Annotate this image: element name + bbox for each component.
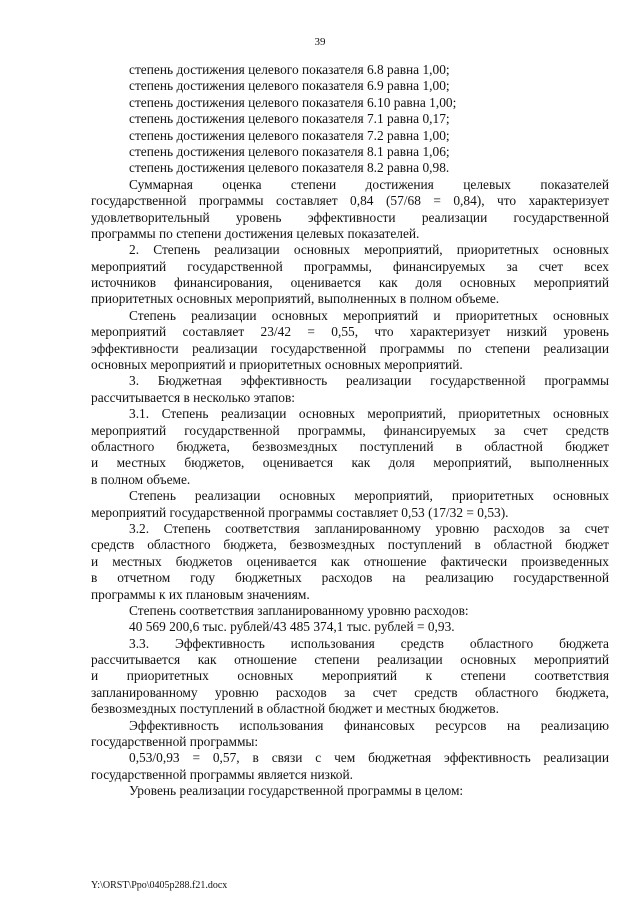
text-line: удовлетворительный уровень эффективности реализации государственной [91, 209, 609, 225]
text-line: государственной программы: [91, 734, 259, 750]
text-line: степень достижения целевого показателя 7.2 равна 1,00; [129, 127, 450, 143]
text-line: степень достижения целевого показателя 6.9 равна 1,00; [129, 78, 450, 94]
text-line: мероприятий составляет 23/42 = 0,55, что характеризует низкий уровень [91, 324, 609, 340]
text-line: безвозмездных поступлений в областной бюджет и местных бюджетов. [91, 701, 499, 717]
document-body [91, 62, 609, 800]
text-line: и местных бюджетов оценивается как отношение фактически произведенных [91, 553, 609, 569]
footer-file-path: Y:\ORST\Ppo\0405p288.f21.docx [91, 880, 228, 891]
text-line: и местных бюджетов, оценивается как доля мероприятий, выполненных [91, 455, 609, 471]
text-line: мероприятий государственной программы, финансируемых за счет средств [91, 422, 609, 438]
text-line: 3.2. Степень соответствия запланированному уровню расходов за счет [129, 520, 609, 536]
text-line: средств областного бюджета, безвозмездных поступлений в областной бюджет [91, 537, 609, 553]
text-line: степень достижения целевого показателя 8.1 равна 1,06; [129, 143, 450, 159]
text-line: Степень соответствия запланированному уровню расходов: [129, 602, 469, 618]
text-line: программы к их плановым значениям. [91, 586, 310, 602]
text-line: государственной программы является низкой. [91, 766, 353, 782]
text-line: рассчитывается как отношение степени реализации основных мероприятий [91, 652, 609, 668]
text-line: и приоритетных основных мероприятий к степени соответствия [91, 668, 609, 684]
text-line: степень достижения целевого показателя 6.8 равна 1,00; [129, 62, 450, 77]
text-line: Уровень реализации государственной программы в целом: [129, 783, 464, 799]
text-line: 3. Бюджетная эффективность реализации государственной программы [129, 373, 609, 389]
text-line: Эффективность использования финансовых ресурсов на реализацию [129, 717, 609, 733]
text-line: рассчитывается в несколько этапов: [91, 389, 295, 405]
page-number: 39 [314, 36, 326, 48]
text-line: запланированному уровню расходов за счет средств областного бюджета, [91, 684, 609, 700]
text-line: степень достижения целевого показателя 6.10 равна 1,00; [129, 94, 457, 110]
text-line: эффективности реализации государственной программы по степени реализации [91, 340, 609, 356]
text-line: мероприятий государственной программы, финансируемых за счет всех [91, 258, 609, 274]
text-line: источников финансирования, оценивается как доля основных мероприятий [91, 275, 609, 291]
text-line: степень достижения целевого показателя 7.1 равна 0,17; [129, 111, 450, 127]
text-line: в полном объеме. [91, 471, 191, 487]
text-line: Степень реализации основных мероприятий и приоритетных основных [129, 307, 609, 323]
text-line: 3.1. Степень реализации основных мероприятий, приоритетных основных [129, 406, 609, 422]
text-line: основных мероприятий и приоритетных основных мероприятий. [91, 357, 463, 373]
text-line: государственной программы составляет 0,84 (57/68 = 0,84), что характеризует [91, 193, 609, 209]
text-line: в отчетном году бюджетных расходов на реализацию государственной [91, 570, 609, 586]
text-line: 3.3. Эффективность использования средств областного бюджета [129, 635, 609, 651]
text-line: мероприятий государственной программы составляет 0,53 (17/32 = 0,53). [91, 504, 509, 520]
text-line: программы по степени достижения целевых показателей. [91, 225, 420, 241]
text-line: 0,53/0,93 = 0,57, в связи с чем бюджетная эффективность реализации [129, 750, 609, 766]
text-line: 2. Степень реализации основных мероприятий, приоритетных основных [129, 242, 609, 258]
text-line: областного бюджета, безвозмездных поступлений в областной бюджет [91, 438, 609, 454]
text-line: Степень реализации основных мероприятий, приоритетных основных [129, 488, 609, 504]
text-line: степень достижения целевого показателя 8.2 равна 0,98. [129, 160, 450, 176]
text-line: приоритетных основных мероприятий, выполненных в полном объеме. [91, 291, 500, 307]
text-line: 40 569 200,6 тыс. рублей/43 485 374,1 тыс. рублей = 0,93. [129, 619, 455, 635]
text-line: Суммарная оценка степени достижения целевых показателей [129, 176, 609, 192]
